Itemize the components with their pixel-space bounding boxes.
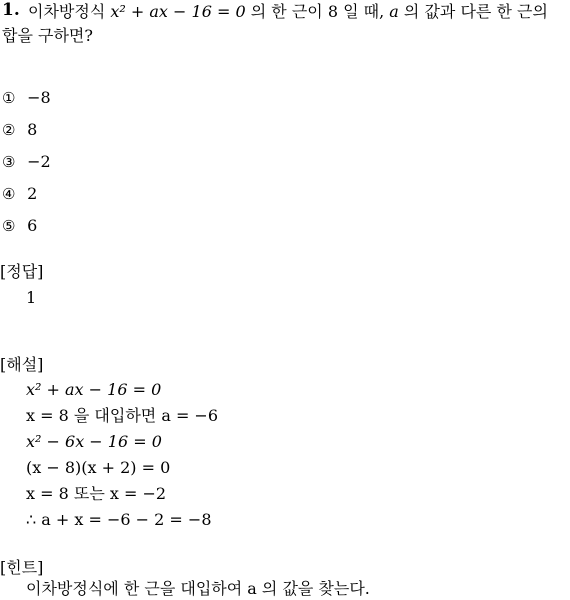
question-text-line-2: 합을 구하면? [2, 26, 93, 45]
choice-3[interactable] [2, 151, 51, 173]
explanation-line-6: ∴ a + x = −6 − 2 = −8 [26, 510, 212, 529]
choice-marker: ④ [2, 185, 16, 203]
question-text-pre: 이차방정식 [28, 2, 106, 21]
choice-marker: ③ [2, 153, 16, 171]
explanation-line-2: x = 8 을 대입하면 a = −6 [26, 406, 219, 425]
choice-marker: ⑤ [2, 217, 16, 235]
choice-4[interactable] [2, 183, 37, 205]
choice-5[interactable] [2, 215, 37, 237]
explanation-line-3: x² − 6x − 16 = 0 [26, 432, 162, 451]
choice-text: 6 [27, 216, 38, 235]
hint-label: [힌트] [0, 558, 44, 577]
question-text-end: 의 값과 다른 한 근의 [403, 2, 548, 21]
choice-text: −8 [27, 88, 51, 107]
explanation-line-4: (x − 8)(x + 2) = 0 [26, 458, 171, 477]
answer-label: [정답] [0, 262, 44, 281]
hint-text: 이차방정식에 한 근을 대입하여 a 의 값을 찾는다. [26, 579, 370, 598]
question-number: 1. [2, 0, 20, 20]
question-text-post: 의 한 근이 8 일 때, [250, 2, 385, 21]
choice-marker: ② [2, 121, 16, 139]
choice-1[interactable] [2, 87, 51, 109]
choice-text: −2 [27, 152, 51, 171]
explanation-line-1: x² + ax − 16 = 0 [26, 380, 162, 399]
choice-text: 2 [27, 184, 38, 203]
answer-value: 1 [26, 288, 37, 307]
explanation-label: [해설] [0, 355, 44, 374]
choice-2[interactable] [2, 119, 37, 141]
question-equation: x² + ax − 16 = 0 [110, 2, 246, 21]
question-text-line-1 [28, 1, 548, 23]
explanation-line-5: x = 8 또는 x = −2 [26, 484, 167, 503]
question-variable-a: a [389, 2, 399, 21]
choice-text: 8 [27, 120, 38, 139]
choice-marker: ① [2, 89, 16, 107]
